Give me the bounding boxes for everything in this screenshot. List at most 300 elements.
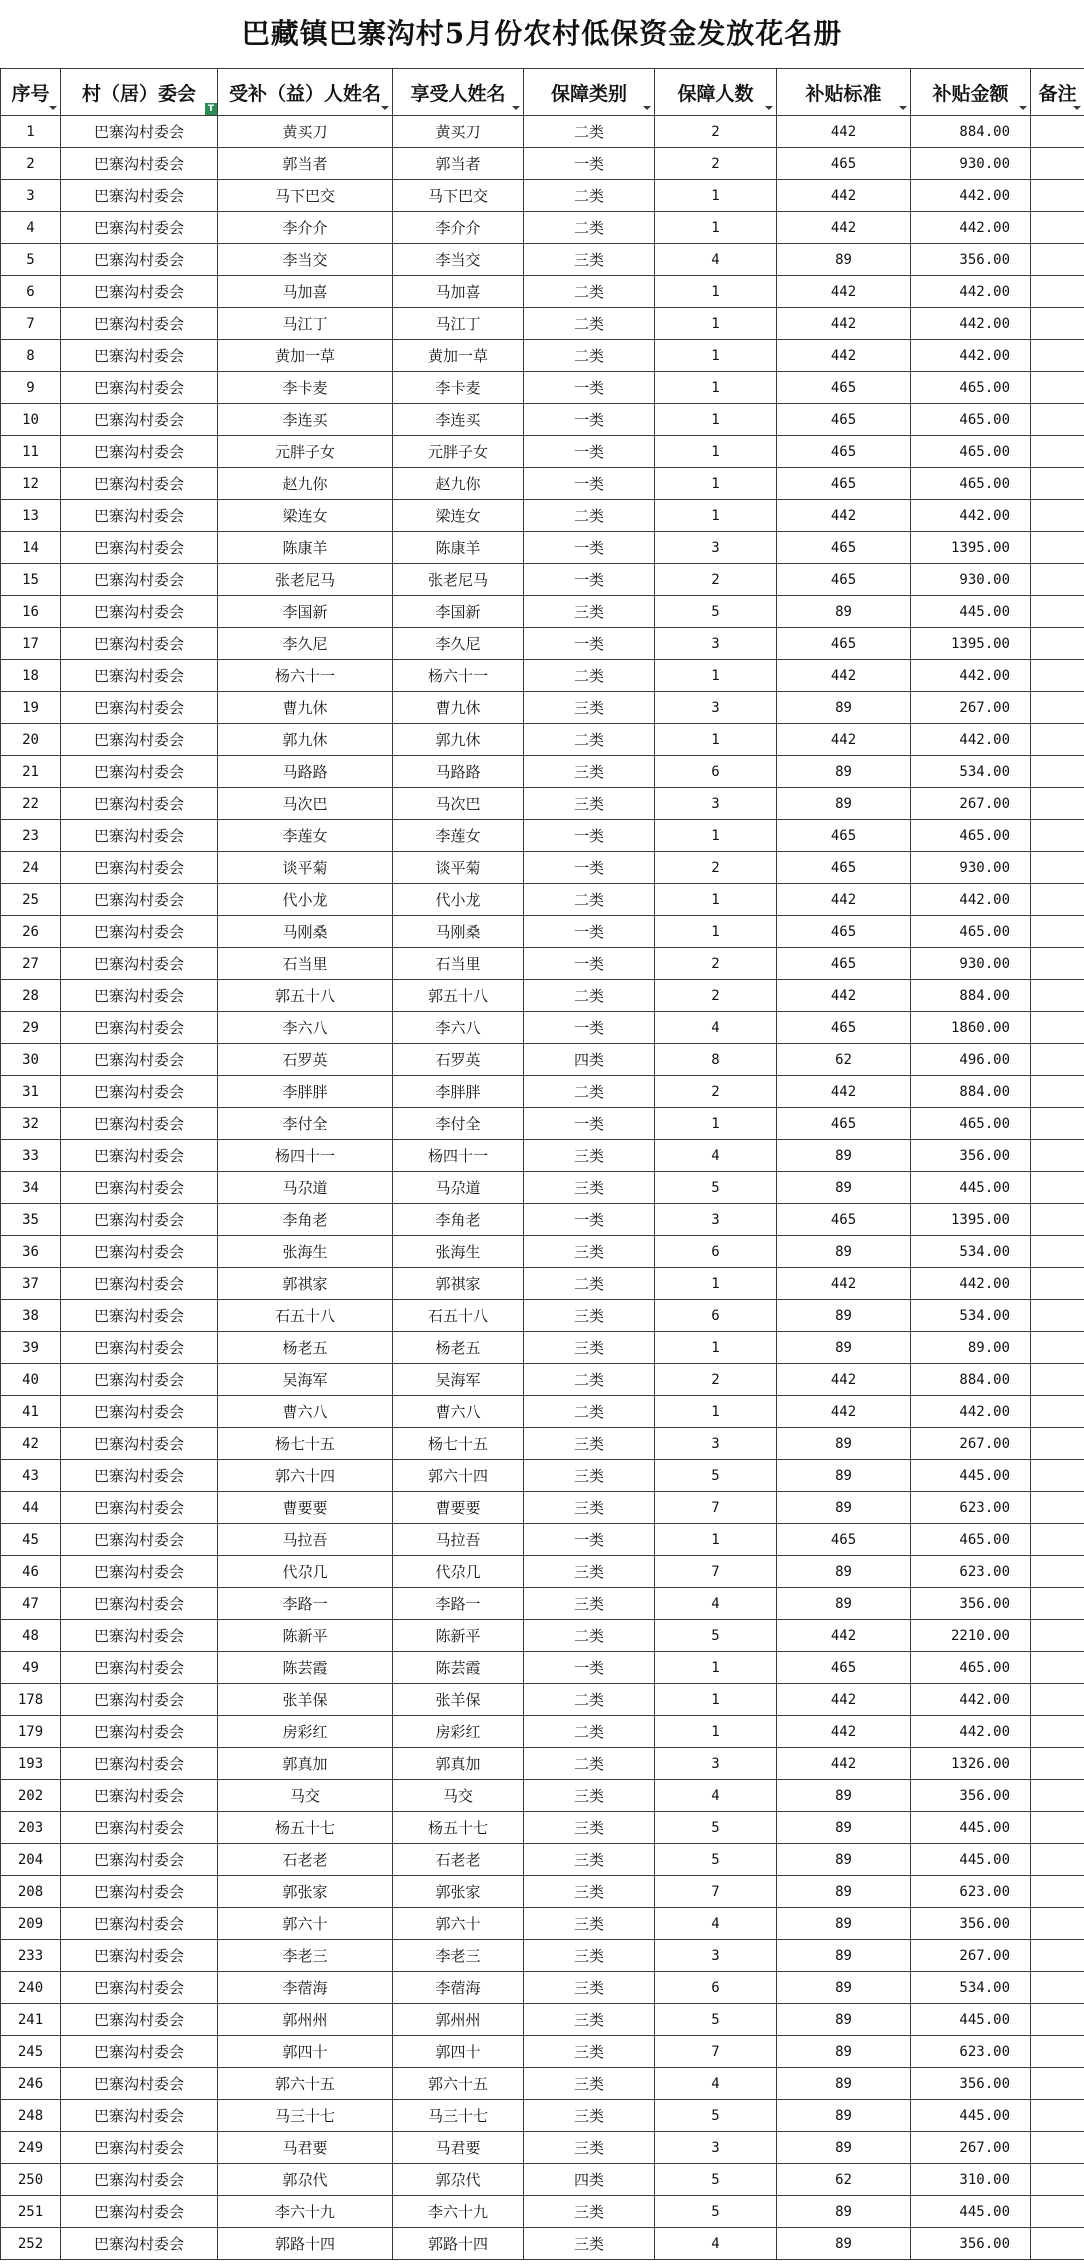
cell-serial-number[interactable]: 2 xyxy=(1,148,61,180)
cell-subsidy-amount[interactable]: 442.00 xyxy=(911,212,1031,244)
cell-beneficiary-name[interactable]: 马次巴 xyxy=(393,788,524,820)
cell-covered-persons[interactable]: 3 xyxy=(655,2132,777,2164)
filter-dropdown-icon[interactable] xyxy=(642,105,651,112)
cell-remark[interactable] xyxy=(1031,180,1084,212)
cell-beneficiary-name[interactable]: 郭九休 xyxy=(393,724,524,756)
cell-subsidy-standard[interactable]: 442 xyxy=(777,340,911,372)
cell-recipient-name[interactable]: 杨七十五 xyxy=(218,1428,393,1460)
cell-remark[interactable] xyxy=(1031,276,1084,308)
cell-serial-number[interactable]: 35 xyxy=(1,1204,61,1236)
cell-serial-number[interactable]: 209 xyxy=(1,1908,61,1940)
cell-subsidy-amount[interactable]: 623.00 xyxy=(911,1492,1031,1524)
cell-recipient-name[interactable]: 梁连女 xyxy=(218,500,393,532)
cell-beneficiary-name[interactable]: 李介介 xyxy=(393,212,524,244)
cell-recipient-name[interactable]: 曹要要 xyxy=(218,1492,393,1524)
cell-security-category[interactable]: 三类 xyxy=(524,1876,655,1908)
cell-subsidy-standard[interactable]: 442 xyxy=(777,980,911,1012)
cell-recipient-name[interactable]: 石罗英 xyxy=(218,1044,393,1076)
filter-active-icon[interactable]: T xyxy=(205,103,217,115)
cell-recipient-name[interactable]: 石五十八 xyxy=(218,1300,393,1332)
cell-remark[interactable] xyxy=(1031,980,1084,1012)
cell-subsidy-amount[interactable]: 445.00 xyxy=(911,1460,1031,1492)
cell-recipient-name[interactable]: 房彩红 xyxy=(218,1716,393,1748)
cell-subsidy-amount[interactable]: 465.00 xyxy=(911,372,1031,404)
cell-security-category[interactable]: 一类 xyxy=(524,148,655,180)
cell-covered-persons[interactable]: 2 xyxy=(655,148,777,180)
cell-recipient-name[interactable]: 郭尕代 xyxy=(218,2164,393,2196)
cell-recipient-name[interactable]: 郭九休 xyxy=(218,724,393,756)
cell-subsidy-amount[interactable]: 445.00 xyxy=(911,596,1031,628)
cell-remark[interactable] xyxy=(1031,628,1084,660)
cell-serial-number[interactable]: 10 xyxy=(1,404,61,436)
cell-remark[interactable] xyxy=(1031,1556,1084,1588)
cell-subsidy-standard[interactable]: 442 xyxy=(777,1396,911,1428)
cell-village-committee[interactable]: 巴寨沟村委会 xyxy=(61,1876,218,1908)
cell-subsidy-standard[interactable]: 465 xyxy=(777,1012,911,1044)
cell-subsidy-amount[interactable]: 442.00 xyxy=(911,660,1031,692)
cell-beneficiary-name[interactable]: 李路一 xyxy=(393,1588,524,1620)
cell-remark[interactable] xyxy=(1031,468,1084,500)
cell-serial-number[interactable]: 14 xyxy=(1,532,61,564)
cell-security-category[interactable]: 三类 xyxy=(524,1940,655,1972)
cell-subsidy-amount[interactable]: 1395.00 xyxy=(911,1204,1031,1236)
cell-village-committee[interactable]: 巴寨沟村委会 xyxy=(61,2228,218,2260)
cell-recipient-name[interactable]: 杨六十一 xyxy=(218,660,393,692)
cell-beneficiary-name[interactable]: 郭路十四 xyxy=(393,2228,524,2260)
cell-serial-number[interactable]: 31 xyxy=(1,1076,61,1108)
cell-serial-number[interactable]: 204 xyxy=(1,1844,61,1876)
cell-subsidy-amount[interactable]: 442.00 xyxy=(911,1684,1031,1716)
cell-village-committee[interactable]: 巴寨沟村委会 xyxy=(61,596,218,628)
cell-village-committee[interactable]: 巴寨沟村委会 xyxy=(61,1236,218,1268)
cell-serial-number[interactable]: 246 xyxy=(1,2068,61,2100)
cell-remark[interactable] xyxy=(1031,1268,1084,1300)
cell-security-category[interactable]: 三类 xyxy=(524,1492,655,1524)
cell-recipient-name[interactable]: 马江丁 xyxy=(218,308,393,340)
cell-serial-number[interactable]: 4 xyxy=(1,212,61,244)
cell-covered-persons[interactable]: 5 xyxy=(655,2100,777,2132)
cell-subsidy-amount[interactable]: 356.00 xyxy=(911,1780,1031,1812)
cell-covered-persons[interactable]: 1 xyxy=(655,404,777,436)
cell-remark[interactable] xyxy=(1031,212,1084,244)
filter-dropdown-icon[interactable] xyxy=(511,105,520,112)
cell-remark[interactable] xyxy=(1031,1812,1084,1844)
cell-village-committee[interactable]: 巴寨沟村委会 xyxy=(61,180,218,212)
cell-serial-number[interactable]: 3 xyxy=(1,180,61,212)
cell-serial-number[interactable]: 37 xyxy=(1,1268,61,1300)
cell-subsidy-standard[interactable]: 442 xyxy=(777,1620,911,1652)
cell-beneficiary-name[interactable]: 李角老 xyxy=(393,1204,524,1236)
cell-recipient-name[interactable]: 李国新 xyxy=(218,596,393,628)
cell-security-category[interactable]: 一类 xyxy=(524,468,655,500)
cell-village-committee[interactable]: 巴寨沟村委会 xyxy=(61,372,218,404)
cell-subsidy-standard[interactable]: 465 xyxy=(777,468,911,500)
cell-subsidy-amount[interactable]: 465.00 xyxy=(911,436,1031,468)
cell-beneficiary-name[interactable]: 赵九你 xyxy=(393,468,524,500)
cell-recipient-name[interactable]: 郭路十四 xyxy=(218,2228,393,2260)
cell-security-category[interactable]: 二类 xyxy=(524,884,655,916)
cell-subsidy-amount[interactable]: 623.00 xyxy=(911,1556,1031,1588)
cell-recipient-name[interactable]: 张老尼马 xyxy=(218,564,393,596)
cell-subsidy-standard[interactable]: 465 xyxy=(777,1524,911,1556)
cell-recipient-name[interactable]: 郭真加 xyxy=(218,1748,393,1780)
cell-serial-number[interactable]: 42 xyxy=(1,1428,61,1460)
column-header-note[interactable]: 备注 xyxy=(1031,69,1084,116)
cell-subsidy-amount[interactable]: 89.00 xyxy=(911,1332,1031,1364)
cell-security-category[interactable]: 三类 xyxy=(524,756,655,788)
cell-subsidy-amount[interactable]: 442.00 xyxy=(911,340,1031,372)
cell-remark[interactable] xyxy=(1031,916,1084,948)
cell-remark[interactable] xyxy=(1031,660,1084,692)
cell-serial-number[interactable]: 178 xyxy=(1,1684,61,1716)
cell-covered-persons[interactable]: 1 xyxy=(655,1268,777,1300)
cell-village-committee[interactable]: 巴寨沟村委会 xyxy=(61,1844,218,1876)
cell-remark[interactable] xyxy=(1031,340,1084,372)
cell-village-committee[interactable]: 巴寨沟村委会 xyxy=(61,660,218,692)
cell-subsidy-standard[interactable]: 442 xyxy=(777,724,911,756)
cell-covered-persons[interactable]: 5 xyxy=(655,1844,777,1876)
cell-subsidy-amount[interactable]: 465.00 xyxy=(911,1524,1031,1556)
cell-covered-persons[interactable]: 3 xyxy=(655,532,777,564)
cell-security-category[interactable]: 二类 xyxy=(524,1620,655,1652)
cell-subsidy-standard[interactable]: 89 xyxy=(777,244,911,276)
cell-beneficiary-name[interactable]: 陈康羊 xyxy=(393,532,524,564)
cell-village-committee[interactable]: 巴寨沟村委会 xyxy=(61,1172,218,1204)
cell-subsidy-amount[interactable]: 445.00 xyxy=(911,1172,1031,1204)
cell-covered-persons[interactable]: 4 xyxy=(655,1908,777,1940)
cell-remark[interactable] xyxy=(1031,1428,1084,1460)
cell-serial-number[interactable]: 21 xyxy=(1,756,61,788)
cell-covered-persons[interactable]: 5 xyxy=(655,1812,777,1844)
column-header-category[interactable]: 保障类别 xyxy=(524,69,655,116)
cell-remark[interactable] xyxy=(1031,2068,1084,2100)
cell-subsidy-standard[interactable]: 465 xyxy=(777,820,911,852)
cell-recipient-name[interactable]: 郭六十五 xyxy=(218,2068,393,2100)
cell-covered-persons[interactable]: 7 xyxy=(655,1876,777,1908)
cell-subsidy-standard[interactable]: 465 xyxy=(777,916,911,948)
cell-subsidy-standard[interactable]: 465 xyxy=(777,948,911,980)
cell-covered-persons[interactable]: 1 xyxy=(655,468,777,500)
cell-serial-number[interactable]: 179 xyxy=(1,1716,61,1748)
cell-covered-persons[interactable]: 5 xyxy=(655,1460,777,1492)
cell-security-category[interactable]: 一类 xyxy=(524,372,655,404)
cell-recipient-name[interactable]: 李连买 xyxy=(218,404,393,436)
cell-security-category[interactable]: 二类 xyxy=(524,340,655,372)
cell-subsidy-amount[interactable]: 465.00 xyxy=(911,468,1031,500)
cell-covered-persons[interactable]: 6 xyxy=(655,1972,777,2004)
cell-serial-number[interactable]: 9 xyxy=(1,372,61,404)
cell-covered-persons[interactable]: 1 xyxy=(655,1716,777,1748)
cell-remark[interactable] xyxy=(1031,2004,1084,2036)
cell-beneficiary-name[interactable]: 马三十七 xyxy=(393,2100,524,2132)
cell-serial-number[interactable]: 32 xyxy=(1,1108,61,1140)
cell-subsidy-standard[interactable]: 465 xyxy=(777,628,911,660)
cell-beneficiary-name[interactable]: 黄买刀 xyxy=(393,116,524,148)
cell-remark[interactable] xyxy=(1031,1044,1084,1076)
cell-covered-persons[interactable]: 4 xyxy=(655,2068,777,2100)
cell-village-committee[interactable]: 巴寨沟村委会 xyxy=(61,1012,218,1044)
cell-covered-persons[interactable]: 7 xyxy=(655,2036,777,2068)
cell-subsidy-amount[interactable]: 930.00 xyxy=(911,852,1031,884)
cell-recipient-name[interactable]: 李介介 xyxy=(218,212,393,244)
cell-covered-persons[interactable]: 4 xyxy=(655,1588,777,1620)
cell-serial-number[interactable]: 29 xyxy=(1,1012,61,1044)
cell-security-category[interactable]: 三类 xyxy=(524,1556,655,1588)
cell-subsidy-standard[interactable]: 442 xyxy=(777,884,911,916)
cell-village-committee[interactable]: 巴寨沟村委会 xyxy=(61,532,218,564)
cell-beneficiary-name[interactable]: 马交 xyxy=(393,1780,524,1812)
cell-serial-number[interactable]: 7 xyxy=(1,308,61,340)
cell-subsidy-standard[interactable]: 442 xyxy=(777,180,911,212)
cell-remark[interactable] xyxy=(1031,2100,1084,2132)
filter-dropdown-icon[interactable] xyxy=(764,105,773,112)
cell-serial-number[interactable]: 49 xyxy=(1,1652,61,1684)
cell-remark[interactable] xyxy=(1031,1396,1084,1428)
cell-recipient-name[interactable]: 马次巴 xyxy=(218,788,393,820)
cell-subsidy-amount[interactable]: 445.00 xyxy=(911,2196,1031,2228)
cell-subsidy-amount[interactable]: 442.00 xyxy=(911,724,1031,756)
cell-serial-number[interactable]: 8 xyxy=(1,340,61,372)
cell-subsidy-standard[interactable]: 465 xyxy=(777,1204,911,1236)
column-header-count[interactable]: 保障人数 xyxy=(655,69,777,116)
cell-subsidy-standard[interactable]: 442 xyxy=(777,276,911,308)
cell-beneficiary-name[interactable]: 郭六十五 xyxy=(393,2068,524,2100)
cell-remark[interactable] xyxy=(1031,308,1084,340)
cell-serial-number[interactable]: 1 xyxy=(1,116,61,148)
cell-subsidy-standard[interactable]: 89 xyxy=(777,1556,911,1588)
cell-village-committee[interactable]: 巴寨沟村委会 xyxy=(61,1140,218,1172)
cell-covered-persons[interactable]: 1 xyxy=(655,1108,777,1140)
cell-covered-persons[interactable]: 3 xyxy=(655,628,777,660)
cell-serial-number[interactable]: 202 xyxy=(1,1780,61,1812)
cell-covered-persons[interactable]: 3 xyxy=(655,1204,777,1236)
cell-beneficiary-name[interactable]: 郭州州 xyxy=(393,2004,524,2036)
filter-dropdown-icon[interactable] xyxy=(1072,105,1081,112)
cell-beneficiary-name[interactable]: 马江丁 xyxy=(393,308,524,340)
cell-village-committee[interactable]: 巴寨沟村委会 xyxy=(61,1524,218,1556)
cell-village-committee[interactable]: 巴寨沟村委会 xyxy=(61,628,218,660)
cell-subsidy-amount[interactable]: 930.00 xyxy=(911,564,1031,596)
cell-village-committee[interactable]: 巴寨沟村委会 xyxy=(61,148,218,180)
cell-beneficiary-name[interactable]: 马刚桑 xyxy=(393,916,524,948)
column-header-recipient[interactable]: 受补（益）人姓名 xyxy=(218,69,393,116)
cell-security-category[interactable]: 三类 xyxy=(524,1844,655,1876)
cell-remark[interactable] xyxy=(1031,2228,1084,2260)
cell-subsidy-standard[interactable]: 89 xyxy=(777,692,911,724)
cell-beneficiary-name[interactable]: 郭真加 xyxy=(393,1748,524,1780)
cell-beneficiary-name[interactable]: 代小龙 xyxy=(393,884,524,916)
cell-village-committee[interactable]: 巴寨沟村委会 xyxy=(61,1780,218,1812)
cell-village-committee[interactable]: 巴寨沟村委会 xyxy=(61,916,218,948)
cell-covered-persons[interactable]: 5 xyxy=(655,2196,777,2228)
cell-remark[interactable] xyxy=(1031,724,1084,756)
cell-recipient-name[interactable]: 黄买刀 xyxy=(218,116,393,148)
cell-security-category[interactable]: 二类 xyxy=(524,1268,655,1300)
cell-beneficiary-name[interactable]: 马君要 xyxy=(393,2132,524,2164)
cell-village-committee[interactable]: 巴寨沟村委会 xyxy=(61,1396,218,1428)
cell-covered-persons[interactable]: 1 xyxy=(655,276,777,308)
cell-subsidy-amount[interactable]: 442.00 xyxy=(911,1716,1031,1748)
cell-subsidy-amount[interactable]: 1326.00 xyxy=(911,1748,1031,1780)
column-header-amount[interactable]: 补贴金额 xyxy=(911,69,1031,116)
cell-covered-persons[interactable]: 2 xyxy=(655,564,777,596)
cell-subsidy-amount[interactable]: 356.00 xyxy=(911,1140,1031,1172)
cell-subsidy-amount[interactable]: 496.00 xyxy=(911,1044,1031,1076)
cell-village-committee[interactable]: 巴寨沟村委会 xyxy=(61,884,218,916)
cell-security-category[interactable]: 一类 xyxy=(524,1652,655,1684)
cell-recipient-name[interactable]: 陈康羊 xyxy=(218,532,393,564)
cell-beneficiary-name[interactable]: 郭张家 xyxy=(393,1876,524,1908)
cell-remark[interactable] xyxy=(1031,756,1084,788)
cell-remark[interactable] xyxy=(1031,1236,1084,1268)
cell-beneficiary-name[interactable]: 杨七十五 xyxy=(393,1428,524,1460)
cell-remark[interactable] xyxy=(1031,1748,1084,1780)
cell-beneficiary-name[interactable]: 李卡麦 xyxy=(393,372,524,404)
cell-remark[interactable] xyxy=(1031,116,1084,148)
cell-covered-persons[interactable]: 5 xyxy=(655,2164,777,2196)
cell-subsidy-amount[interactable]: 884.00 xyxy=(911,1364,1031,1396)
cell-recipient-name[interactable]: 张羊保 xyxy=(218,1684,393,1716)
cell-covered-persons[interactable]: 1 xyxy=(655,308,777,340)
cell-beneficiary-name[interactable]: 曹要要 xyxy=(393,1492,524,1524)
cell-subsidy-standard[interactable]: 465 xyxy=(777,564,911,596)
cell-recipient-name[interactable]: 杨四十一 xyxy=(218,1140,393,1172)
cell-subsidy-amount[interactable]: 356.00 xyxy=(911,1588,1031,1620)
cell-subsidy-standard[interactable]: 89 xyxy=(777,2196,911,2228)
column-header-no[interactable]: 序号 xyxy=(1,69,61,116)
cell-subsidy-amount[interactable]: 930.00 xyxy=(911,148,1031,180)
cell-subsidy-standard[interactable]: 89 xyxy=(777,2100,911,2132)
cell-serial-number[interactable]: 250 xyxy=(1,2164,61,2196)
cell-village-committee[interactable]: 巴寨沟村委会 xyxy=(61,1908,218,1940)
cell-beneficiary-name[interactable]: 曹九休 xyxy=(393,692,524,724)
cell-subsidy-amount[interactable]: 356.00 xyxy=(911,2228,1031,2260)
cell-covered-persons[interactable]: 5 xyxy=(655,596,777,628)
cell-subsidy-amount[interactable]: 465.00 xyxy=(911,1652,1031,1684)
cell-beneficiary-name[interactable]: 李国新 xyxy=(393,596,524,628)
cell-security-category[interactable]: 一类 xyxy=(524,532,655,564)
cell-covered-persons[interactable]: 1 xyxy=(655,884,777,916)
cell-village-committee[interactable]: 巴寨沟村委会 xyxy=(61,1972,218,2004)
cell-subsidy-standard[interactable]: 465 xyxy=(777,1108,911,1140)
cell-village-committee[interactable]: 巴寨沟村委会 xyxy=(61,1364,218,1396)
cell-village-committee[interactable]: 巴寨沟村委会 xyxy=(61,852,218,884)
cell-subsidy-standard[interactable]: 89 xyxy=(777,2068,911,2100)
cell-village-committee[interactable]: 巴寨沟村委会 xyxy=(61,1300,218,1332)
cell-beneficiary-name[interactable]: 李付全 xyxy=(393,1108,524,1140)
cell-village-committee[interactable]: 巴寨沟村委会 xyxy=(61,1108,218,1140)
cell-recipient-name[interactable]: 郭六十四 xyxy=(218,1460,393,1492)
cell-subsidy-standard[interactable]: 89 xyxy=(777,756,911,788)
cell-covered-persons[interactable]: 5 xyxy=(655,1620,777,1652)
cell-remark[interactable] xyxy=(1031,852,1084,884)
cell-remark[interactable] xyxy=(1031,1844,1084,1876)
cell-recipient-name[interactable]: 杨老五 xyxy=(218,1332,393,1364)
cell-covered-persons[interactable]: 1 xyxy=(655,436,777,468)
cell-covered-persons[interactable]: 3 xyxy=(655,692,777,724)
cell-village-committee[interactable]: 巴寨沟村委会 xyxy=(61,1620,218,1652)
cell-security-category[interactable]: 三类 xyxy=(524,1140,655,1172)
cell-beneficiary-name[interactable]: 房彩红 xyxy=(393,1716,524,1748)
cell-recipient-name[interactable]: 石当里 xyxy=(218,948,393,980)
cell-subsidy-standard[interactable]: 89 xyxy=(777,1140,911,1172)
cell-recipient-name[interactable]: 李当交 xyxy=(218,244,393,276)
cell-security-category[interactable]: 三类 xyxy=(524,1300,655,1332)
cell-covered-persons[interactable]: 4 xyxy=(655,2228,777,2260)
cell-serial-number[interactable]: 208 xyxy=(1,1876,61,1908)
cell-serial-number[interactable]: 17 xyxy=(1,628,61,660)
cell-recipient-name[interactable]: 陈芸霞 xyxy=(218,1652,393,1684)
cell-security-category[interactable]: 三类 xyxy=(524,788,655,820)
cell-serial-number[interactable]: 245 xyxy=(1,2036,61,2068)
cell-covered-persons[interactable]: 1 xyxy=(655,180,777,212)
cell-subsidy-amount[interactable]: 2210.00 xyxy=(911,1620,1031,1652)
cell-security-category[interactable]: 二类 xyxy=(524,980,655,1012)
cell-subsidy-standard[interactable]: 442 xyxy=(777,1076,911,1108)
cell-subsidy-amount[interactable]: 442.00 xyxy=(911,180,1031,212)
cell-serial-number[interactable]: 26 xyxy=(1,916,61,948)
cell-subsidy-standard[interactable]: 89 xyxy=(777,1460,911,1492)
cell-security-category[interactable]: 二类 xyxy=(524,724,655,756)
cell-village-committee[interactable]: 巴寨沟村委会 xyxy=(61,2100,218,2132)
cell-covered-persons[interactable]: 2 xyxy=(655,1364,777,1396)
cell-recipient-name[interactable]: 郭四十 xyxy=(218,2036,393,2068)
cell-beneficiary-name[interactable]: 杨老五 xyxy=(393,1332,524,1364)
cell-security-category[interactable]: 二类 xyxy=(524,1396,655,1428)
cell-security-category[interactable]: 三类 xyxy=(524,1972,655,2004)
cell-recipient-name[interactable]: 马加喜 xyxy=(218,276,393,308)
cell-subsidy-standard[interactable]: 442 xyxy=(777,116,911,148)
cell-remark[interactable] xyxy=(1031,1908,1084,1940)
cell-remark[interactable] xyxy=(1031,2196,1084,2228)
cell-beneficiary-name[interactable]: 吴海军 xyxy=(393,1364,524,1396)
cell-beneficiary-name[interactable]: 马拉吾 xyxy=(393,1524,524,1556)
cell-covered-persons[interactable]: 4 xyxy=(655,1780,777,1812)
cell-security-category[interactable]: 一类 xyxy=(524,404,655,436)
cell-subsidy-standard[interactable]: 465 xyxy=(777,436,911,468)
cell-covered-persons[interactable]: 2 xyxy=(655,116,777,148)
cell-subsidy-amount[interactable]: 623.00 xyxy=(911,2036,1031,2068)
cell-subsidy-standard[interactable]: 442 xyxy=(777,1364,911,1396)
cell-beneficiary-name[interactable]: 郭当者 xyxy=(393,148,524,180)
cell-remark[interactable] xyxy=(1031,148,1084,180)
cell-remark[interactable] xyxy=(1031,1780,1084,1812)
cell-subsidy-amount[interactable]: 534.00 xyxy=(911,1972,1031,2004)
cell-serial-number[interactable]: 40 xyxy=(1,1364,61,1396)
cell-beneficiary-name[interactable]: 马加喜 xyxy=(393,276,524,308)
cell-security-category[interactable]: 一类 xyxy=(524,1012,655,1044)
column-header-beneficiary[interactable]: 享受人姓名 xyxy=(393,69,524,116)
cell-remark[interactable] xyxy=(1031,1300,1084,1332)
cell-beneficiary-name[interactable]: 李久尼 xyxy=(393,628,524,660)
cell-village-committee[interactable]: 巴寨沟村委会 xyxy=(61,1204,218,1236)
cell-beneficiary-name[interactable]: 张海生 xyxy=(393,1236,524,1268)
cell-recipient-name[interactable]: 马刚桑 xyxy=(218,916,393,948)
cell-subsidy-standard[interactable]: 442 xyxy=(777,212,911,244)
cell-security-category[interactable]: 一类 xyxy=(524,628,655,660)
cell-village-committee[interactable]: 巴寨沟村委会 xyxy=(61,1492,218,1524)
cell-security-category[interactable]: 三类 xyxy=(524,2004,655,2036)
cell-serial-number[interactable]: 28 xyxy=(1,980,61,1012)
cell-recipient-name[interactable]: 曹九休 xyxy=(218,692,393,724)
cell-subsidy-amount[interactable]: 884.00 xyxy=(911,1076,1031,1108)
cell-covered-persons[interactable]: 2 xyxy=(655,948,777,980)
cell-remark[interactable] xyxy=(1031,244,1084,276)
cell-security-category[interactable]: 二类 xyxy=(524,180,655,212)
filter-dropdown-icon[interactable] xyxy=(48,105,57,112)
cell-remark[interactable] xyxy=(1031,1332,1084,1364)
cell-serial-number[interactable]: 30 xyxy=(1,1044,61,1076)
